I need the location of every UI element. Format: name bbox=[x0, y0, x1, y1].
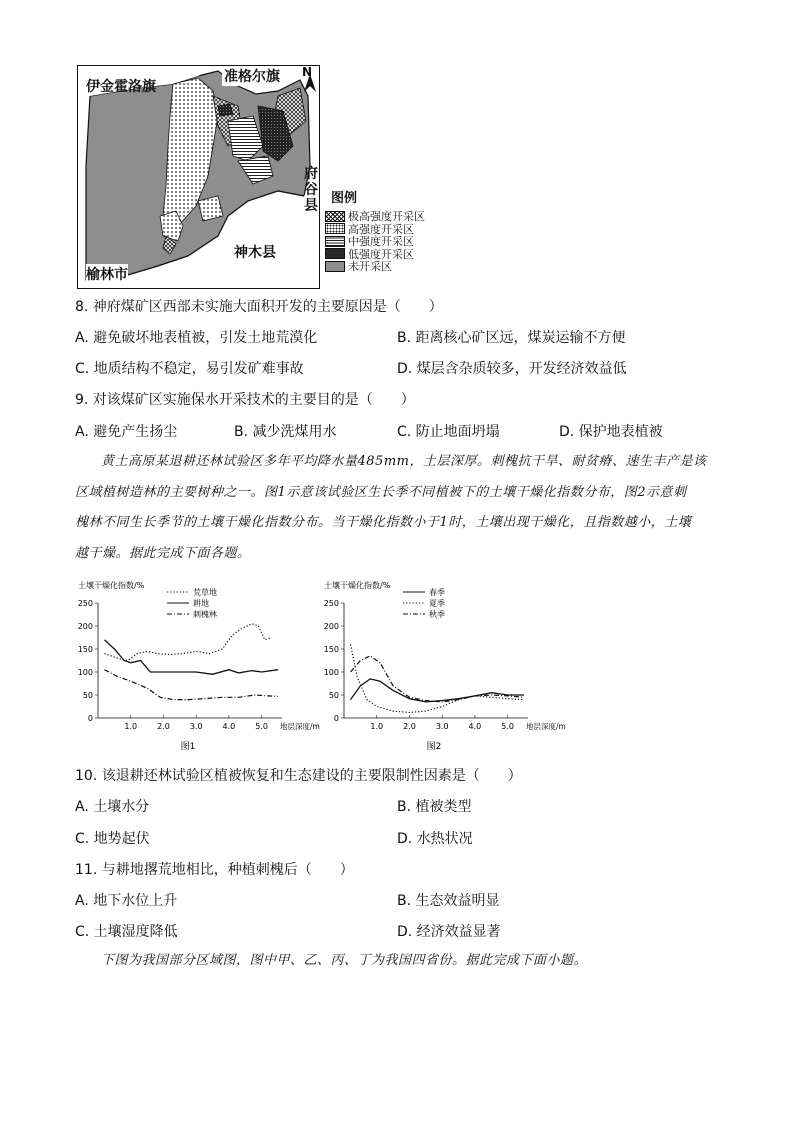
x-tick-label: 2.0 bbox=[157, 722, 170, 731]
series-line-1 bbox=[105, 640, 279, 675]
legend-label: 春季 bbox=[429, 588, 445, 597]
x-axis-title: 地层深度/m bbox=[526, 722, 566, 731]
series-line-2 bbox=[105, 670, 279, 700]
q10-stem: 10. 该退耕还林试验区植被恢复和生态建设的主要限制性因素是（ ） bbox=[75, 768, 522, 784]
q11-option-a[interactable]: A. 地下水位上升 bbox=[75, 893, 178, 909]
coal-area-map bbox=[77, 65, 320, 289]
dark-swatch-icon bbox=[325, 248, 345, 259]
q8-option-c[interactable]: C. 地质结构不稳定，易引发矿难事故 bbox=[75, 361, 304, 377]
y-tick-label: 250 bbox=[77, 599, 93, 608]
map-svg bbox=[78, 66, 319, 288]
passage bbox=[75, 447, 735, 569]
next-intro: 下图为我国部分区域图，图中甲、乙、丙、丁为我国四省份。据此完成下面小题。 bbox=[101, 953, 588, 968]
legend-label: 低强度开采区 bbox=[348, 247, 414, 261]
legend-label: 中强度开采区 bbox=[348, 235, 414, 249]
y-tick-label: 50 bbox=[82, 691, 93, 700]
x-tick-label: 4.0 bbox=[222, 722, 236, 731]
label-shenmu: 神木县 bbox=[234, 245, 276, 261]
x-tick-label: 3.0 bbox=[435, 722, 449, 731]
q11-option-c[interactable]: C. 土壤湿度降低 bbox=[75, 924, 178, 940]
q11-option-d[interactable]: D. 经济效益显著 bbox=[397, 924, 501, 940]
x-tick-label: 3.0 bbox=[189, 722, 203, 731]
passage-line-3: 槐林不同生长季节的土壤干燥化指数分布。当干燥化指数小于1时，土壤出现干燥化，且指数越小，土壤 bbox=[75, 515, 692, 530]
legend-title: 图例 bbox=[331, 191, 358, 206]
q9-option-c[interactable]: C. 防止地面坍塌 bbox=[397, 424, 500, 440]
legend-label: 秋季 bbox=[429, 610, 445, 619]
x-tick-label: 5.0 bbox=[501, 722, 515, 731]
y-tick-label: 200 bbox=[77, 622, 93, 631]
series-line-0 bbox=[351, 679, 525, 702]
label-yijinhuoluo: 伊金霍洛旗 bbox=[86, 79, 156, 95]
y-tick-label: 0 bbox=[333, 714, 339, 723]
q10-option-d[interactable]: D. 水热状况 bbox=[397, 831, 473, 847]
y-tick-label: 250 bbox=[323, 599, 339, 608]
q9-option-d[interactable]: D. 保护地表植被 bbox=[559, 424, 663, 440]
label-north: N bbox=[302, 65, 313, 79]
y-tick-label: 100 bbox=[323, 668, 339, 677]
legend-label: 刺槐林 bbox=[193, 610, 217, 619]
crosshatch-swatch-icon bbox=[325, 211, 345, 222]
x-tick-label: 4.0 bbox=[468, 722, 482, 731]
q9-option-b[interactable]: B. 减少洗煤用水 bbox=[234, 424, 337, 440]
q8-option-b[interactable]: B. 距离核心矿区远，煤炭运输不方便 bbox=[397, 330, 626, 346]
q10-option-c[interactable]: C. 地势起伏 bbox=[75, 831, 150, 847]
legend-label: 夏季 bbox=[429, 599, 445, 608]
passage-line-1: 黄土高原某退耕还林试验区多年平均降水量485mm，土层深厚。刺槐抗干旱、耐贫瘠、速生丰产是该 bbox=[101, 454, 707, 469]
label-yulin: 榆林市 bbox=[86, 264, 128, 284]
legend-item-unmined bbox=[325, 260, 425, 273]
gray-swatch-icon bbox=[325, 261, 345, 272]
legend-label: 荒草地 bbox=[193, 588, 217, 597]
q10-option-b[interactable]: B. 植被类型 bbox=[397, 799, 472, 815]
label-fugu: 府谷县 bbox=[304, 166, 318, 214]
y-tick-label: 150 bbox=[323, 645, 339, 654]
y-axis-title: 土壤干燥化指数/% bbox=[78, 581, 145, 590]
x-axis-title: 地层深度/m bbox=[280, 722, 320, 731]
dots-swatch-icon bbox=[325, 223, 345, 234]
q8-option-a[interactable]: A. 避免破坏地表植被，引发土地荒漠化 bbox=[75, 330, 318, 346]
q8-stem: 8. 神府煤矿区西部未实施大面积开发的主要原因是（ ） bbox=[75, 299, 443, 315]
y-tick-label: 100 bbox=[77, 668, 93, 677]
chart-title: 图1 bbox=[180, 742, 196, 752]
series-line-0 bbox=[105, 624, 272, 661]
x-tick-label: 1.0 bbox=[124, 722, 138, 731]
y-tick-label: 150 bbox=[77, 645, 93, 654]
y-axis-title: 土壤干燥化指数/% bbox=[324, 581, 391, 590]
x-tick-label: 2.0 bbox=[403, 722, 416, 731]
y-tick-label: 0 bbox=[87, 714, 93, 723]
map-legend bbox=[325, 210, 425, 273]
legend-label: 耕地 bbox=[193, 599, 209, 608]
q11-stem: 11. 与耕地撂荒地相比，种植刺槐后（ ） bbox=[75, 862, 354, 878]
passage-line-2: 区域植树造林的主要树种之一。图1示意该试验区生长季不同植被下的土壤干燥化指数分布，图2示意刺 bbox=[75, 484, 687, 500]
lines-swatch-icon bbox=[325, 236, 345, 247]
y-tick-label: 50 bbox=[328, 691, 339, 700]
legend-label: 极高强度开采区 bbox=[348, 210, 425, 224]
passage-line-4: 越干燥。据此完成下面各题。 bbox=[75, 545, 251, 561]
figure-2-chart bbox=[318, 577, 588, 752]
label-zhungeer: 准格尔旗 bbox=[222, 66, 282, 86]
q8-option-d[interactable]: D. 煤层含杂质较多，开发经济效益低 bbox=[397, 361, 627, 377]
chart-title: 图2 bbox=[426, 742, 442, 752]
legend-label: 未开采区 bbox=[348, 260, 392, 274]
series-line-1 bbox=[351, 644, 525, 712]
series-line-2 bbox=[351, 656, 525, 702]
x-tick-label: 1.0 bbox=[370, 722, 384, 731]
q9-stem: 9. 对该煤矿区实施保水开采技术的主要目的是（ ） bbox=[75, 392, 415, 408]
q10-option-a[interactable]: A. 土壤水分 bbox=[75, 799, 150, 815]
legend-label: 高强度开采区 bbox=[348, 222, 414, 236]
q9-option-a[interactable]: A. 避免产生扬尘 bbox=[75, 424, 178, 440]
x-tick-label: 5.0 bbox=[255, 722, 269, 731]
figure-1-chart bbox=[72, 577, 320, 752]
y-tick-label: 200 bbox=[323, 622, 339, 631]
q11-option-b[interactable]: B. 生态效益明显 bbox=[397, 893, 500, 909]
